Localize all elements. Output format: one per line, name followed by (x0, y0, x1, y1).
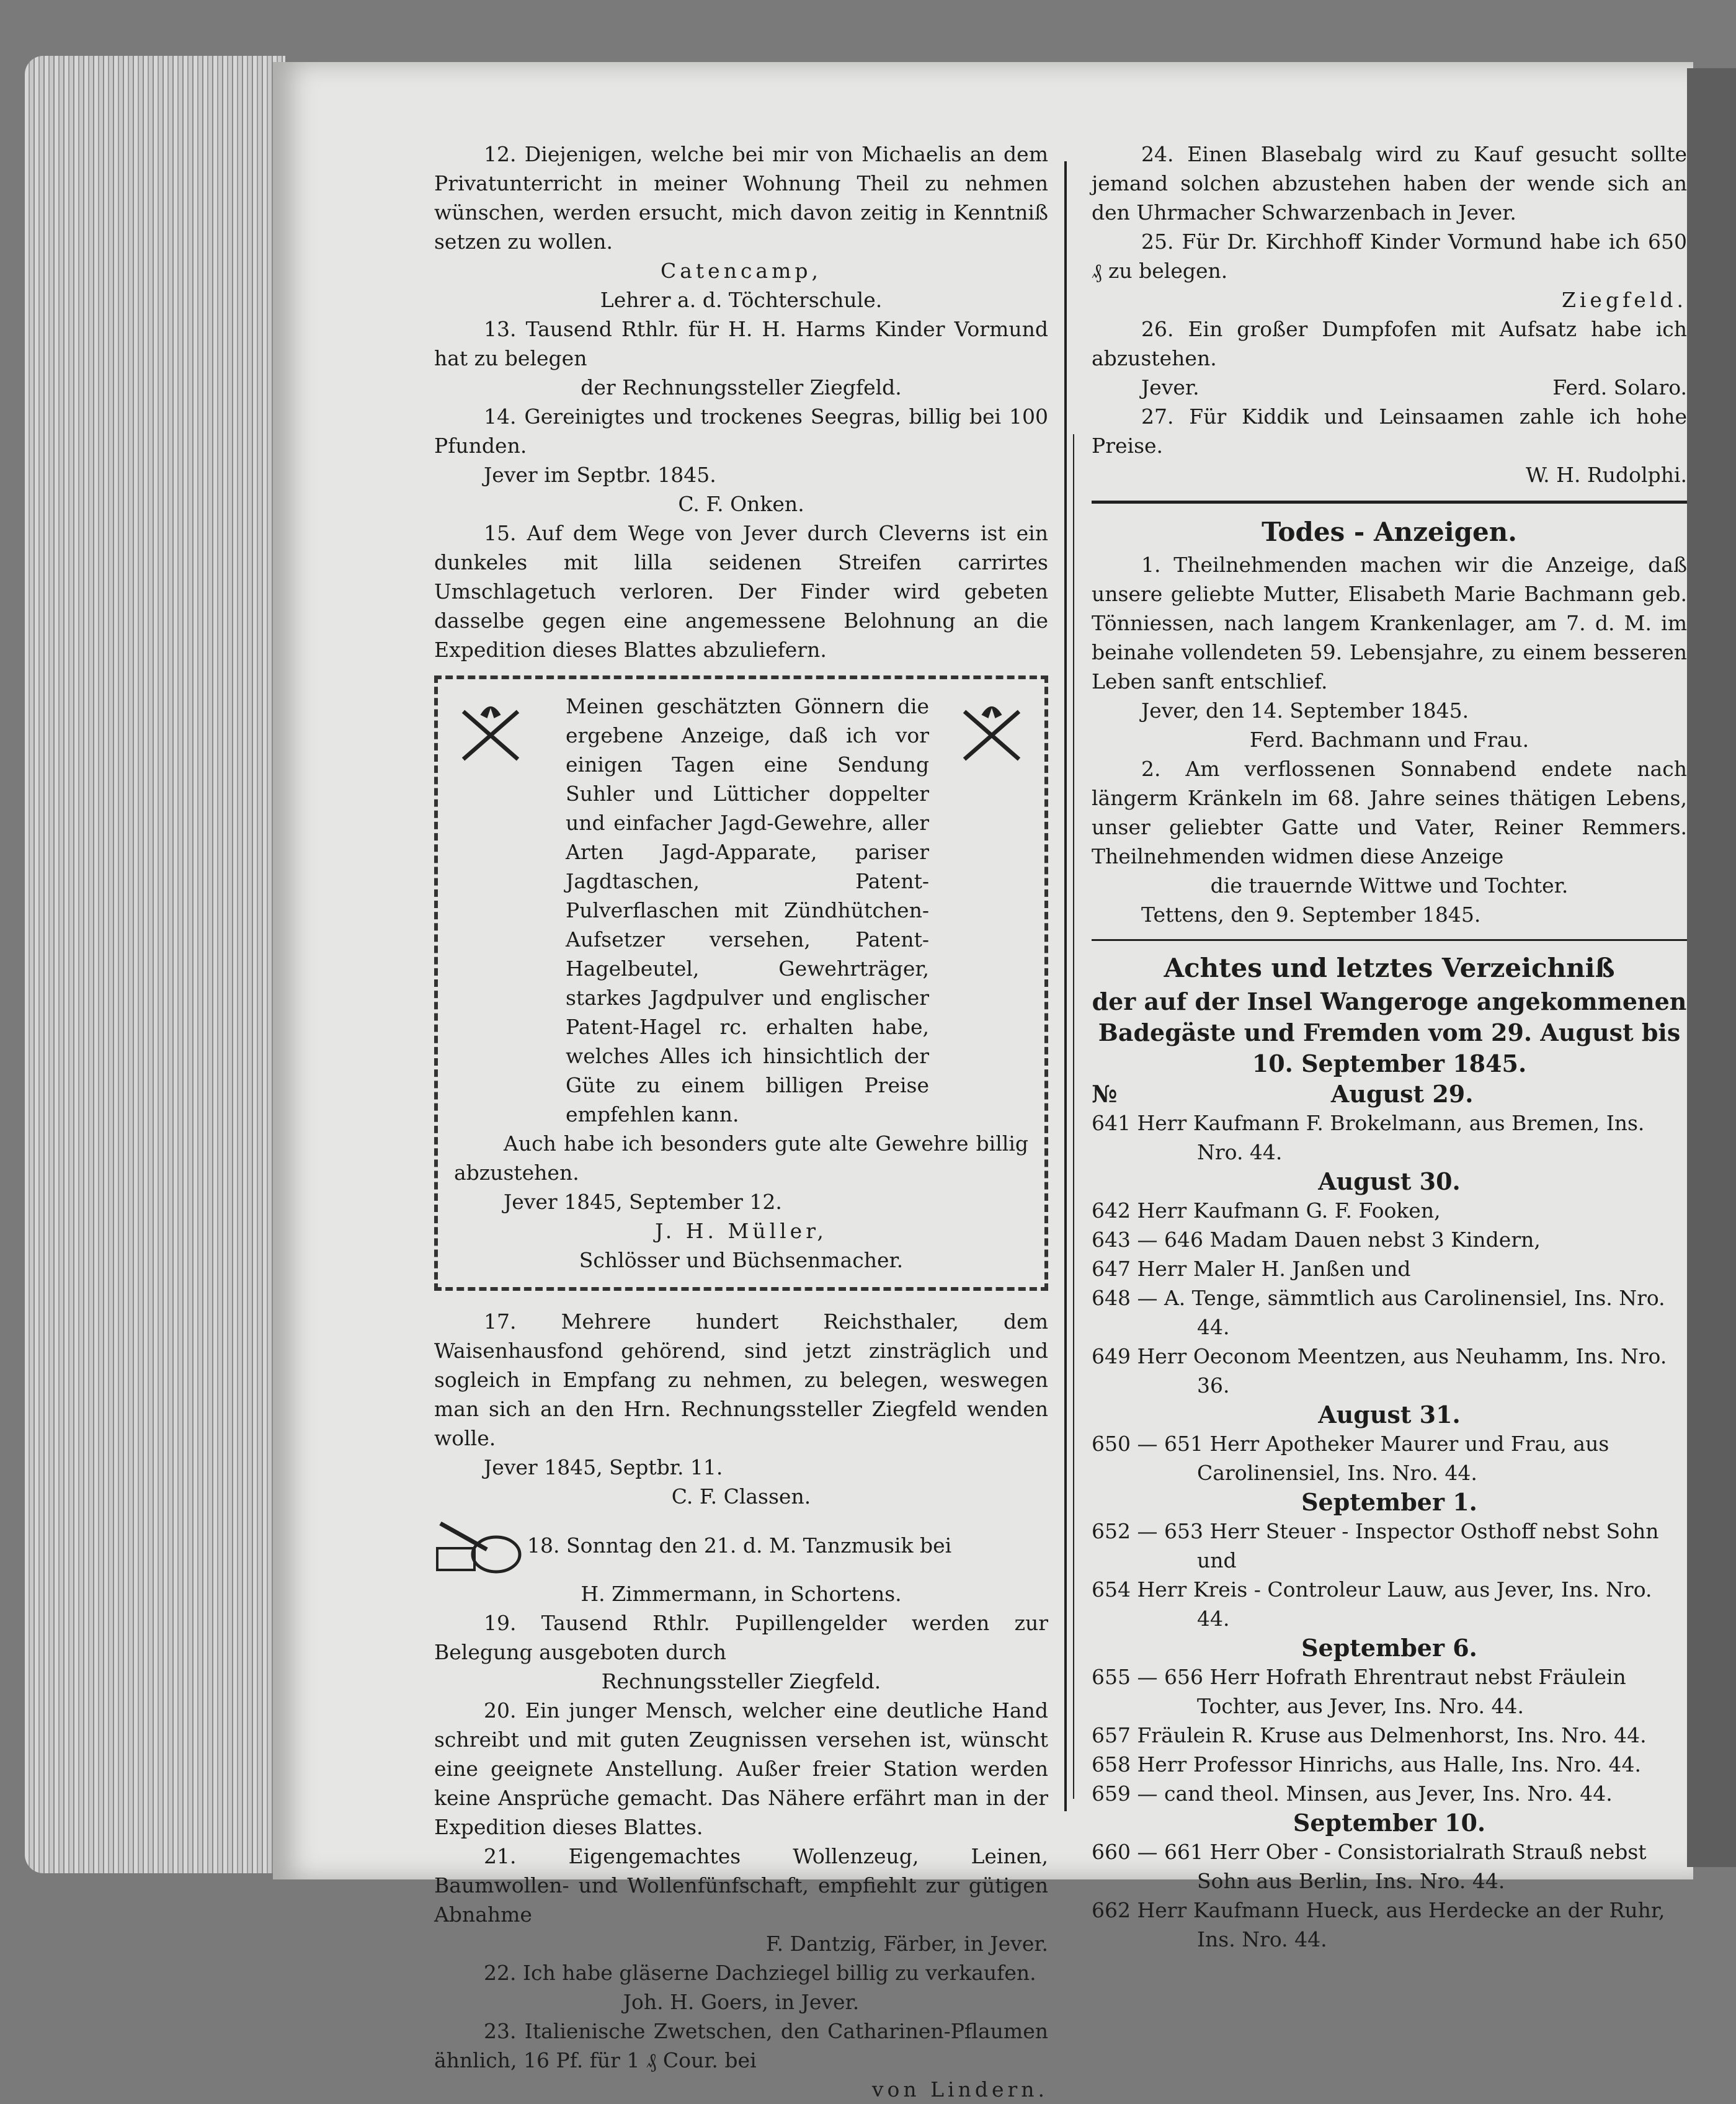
death-notice-2-signature: die trauernde Wittwe und Tochter. (1210, 873, 1569, 898)
box-ad-text: Meinen geschätzten Gönnern die ergebene Anzeige, daß ich vor einigen Tagen eine Sendung Suhler und Lütticher doppelter und einfacher Jagd-Gewehre, aller Arten Jagd-Apparate, pariser Jagdtaschen, Patent-Pulverflaschen mit Zündhütchen-Aufsetzer versehen, Patent-Hagelbeutel, Gewehrträger, starkes Jagdpulver und englischer Patent-Hagel rc. erhalten habe, welches Alles ich hinsichtlich der Güte zu einem billigen Preise empfehlen kann. (566, 694, 929, 1126)
guest-entry: 647 Herr Maler H. Janßen und (1092, 1257, 1411, 1281)
left-column (434, 140, 1048, 2104)
box-ad-title: Schlösser und Büchsenmacher. (579, 1248, 904, 1272)
ad-26: 26. Ein großer Dumpfofen mit Aufsatz habe ich abzustehen. (1092, 317, 1687, 370)
ad-23: 23. Italienische Zwetschen, den Catharinen-Pflaumen ähnlich, 16 Pf. für 1 ₰ Cour. bei (434, 2019, 1048, 2072)
ad-12-title: Lehrer a. d. Töchterschule. (600, 288, 883, 312)
guest-entry: 642 Herr Kaufmann G. F. Fooken, (1092, 1198, 1441, 1223)
ad-18-signature: H. Zimmermann, in Schortens. (581, 1582, 902, 1606)
ad-18-row (434, 1511, 1048, 1579)
ad-13-signature: der Rechnungssteller Ziegfeld. (581, 375, 902, 399)
guest-list-subtitle: der auf der Insel Wangeroge angekommenen Badegäste und Fremden vom 29. August bis 10. September 1845. (1092, 987, 1687, 1077)
column-rule-inner (1073, 434, 1074, 1799)
number-sign: № (1092, 1080, 1118, 1108)
guest-group-date: August 31. (1318, 1401, 1461, 1429)
ad-17: 17. Mehrere hundert Reichsthaler, dem Waisenhausfond gehörend, sind jetzt zinsträglich und sogleich in Empfang zu nehmen, zu belegen, weswegen man sich an den Hrn. Rechnungssteller Ziegfeld wenden wolle. (434, 1309, 1048, 1450)
guest-entry: 658 Herr Professor Hinrichs, aus Halle, Ins. Nro. 44. (1092, 1752, 1642, 1776)
death-notice-1-place: Jever, den 14. September 1845. (1141, 698, 1469, 723)
box-ad-signature: J. H. Müller, (655, 1219, 827, 1243)
ad-19: 19. Tausend Rthlr. Pupillengelder werden zur Belegung ausgeboten durch (434, 1611, 1048, 1664)
ad-22: 22. Ich habe gläserne Dachziegel billig zu verkaufen. (484, 1961, 1036, 1985)
guest-list (1092, 1079, 1687, 1954)
guest-entry: 662 Herr Kaufmann Hueck, aus Herdecke an der Ruhr, Ins. Nro. 44. (1092, 1898, 1665, 1951)
crossed-rifles-icon (456, 698, 525, 766)
crossed-rifles-icon (958, 698, 1026, 766)
death-notices-heading: Todes - Anzeigen. (1262, 517, 1517, 547)
ad-18: 18. Sonntag den 21. d. M. Tanzmusik bei (527, 1533, 952, 1558)
ad-17-signature: C. F. Classen. (671, 1484, 811, 1509)
ad-23-signature: von Lindern. (871, 2077, 1048, 2102)
guest-entry: 655 — 656 Herr Hofrath Ehrentraut nebst Fräulein Tochter, aus Jever, Ins. Nro. 44. (1092, 1665, 1626, 1718)
guest-group-date: September 1. (1301, 1488, 1477, 1516)
section-divider (1092, 501, 1687, 504)
ad-12: 12. Diejenigen, welche bei mir von Michaelis an dem Privatunterricht in meiner Wohnung Theil zu nehmen wünschen, werden ersucht, mich davon zeitig in Kenntniß setzen zu wollen. (434, 142, 1048, 254)
guest-entry: 649 Herr Oeconom Meentzen, aus Neuhamm, Ins. Nro. 36. (1092, 1344, 1667, 1397)
ad-25: 25. Für Dr. Kirchhoff Kinder Vormund habe ich 650 ₰ zu belegen. (1092, 230, 1687, 283)
ad-26-footer (1092, 373, 1687, 402)
book-page-edges (25, 56, 285, 1873)
ad-14-signature: C. F. Onken. (678, 492, 804, 516)
ad-14-place: Jever im Septbr. 1845. (484, 463, 716, 487)
ad-13: 13. Tausend Rthlr. für H. H. Harms Kinder Vormund hat zu belegen (434, 317, 1048, 370)
guest-group-date: August 30. (1318, 1167, 1461, 1195)
ad-22-signature: Joh. H. Goers, in Jever. (623, 1990, 860, 2014)
ad-26-signature: Ferd. Solaro. (1552, 375, 1687, 399)
guest-entry: 657 Fräulein R. Kruse aus Delmenhorst, Ins. Nro. 44. (1092, 1723, 1647, 1747)
ad-24: 24. Einen Blasebalg wird zu Kauf gesucht sollte jemand solchen abzustehen haben der wende sich an den Uhrmacher Schwarzenbach in Jever. (1092, 142, 1687, 225)
guest-entry: 650 — 651 Herr Apotheker Maurer und Frau, aus Carolinensiel, Ins. Nro. 44. (1092, 1432, 1609, 1485)
guest-group-0 (1092, 1079, 1687, 1108)
ad-21-signature: F. Dantzig, Färber, in Jever. (765, 1932, 1048, 1956)
death-notice-1-signature: Ferd. Bachmann und Frau. (1249, 728, 1529, 752)
guest-entry: 659 — cand theol. Minsen, aus Jever, Ins. Nro. 44. (1092, 1781, 1613, 1806)
guest-list-title: Achtes und letztes Verzeichniß (1164, 953, 1615, 983)
guest-entry: 641 Herr Kaufmann F. Brokelmann, aus Bremen, Ins. Nro. 44. (1092, 1111, 1645, 1164)
death-notice-1: 1. Theilnehmenden machen wir die Anzeige, daß unsere geliebte Mutter, Elisabeth Marie Bachmann geb. Tönniessen, nach langem Krankenlager, am 7. d. M. im beinahe vollendeten 59. Lebensjahre, zu einem besseren Leben sanft entschlief. (1092, 553, 1687, 693)
section-divider (1092, 939, 1687, 941)
column-rule (1064, 161, 1067, 1811)
ad-15: 15. Auf dem Wege von Jever durch Cleverns ist ein dunkeles mit lilla seidenen Streifen carrirtes Umschlagetuch verloren. Der Finder wird gebeten dasselbe gegen eine angemessene Belohnung an die Expedition dieses Blattes abzuliefern. (434, 521, 1048, 662)
gunsmith-advertisement (434, 675, 1048, 1291)
death-notice-2-place: Tettens, den 9. September 1845. (1141, 903, 1481, 927)
guest-entry: 643 — 646 Madam Dauen nebst 3 Kindern, (1092, 1228, 1541, 1252)
guitar-music-icon (434, 1511, 527, 1579)
guest-entry: 648 — A. Tenge, sämmtlich aus Carolinensiel, Ins. Nro. 44. (1092, 1286, 1665, 1339)
death-notice-2: 2. Am verflossenen Sonnabend endete nach längerm Kränkeln im 68. Jahre seines thätigen Lebens, unser geliebter Gatte und Vater, Reiner Remmers. Theilnehmenden widmen diese Anzeige (1092, 757, 1687, 868)
ad-27: 27. Für Kiddik und Leinsaamen zahle ich hohe Preise. (1092, 404, 1687, 458)
guest-group-date: September 6. (1301, 1634, 1477, 1662)
guest-group-date: September 10. (1293, 1809, 1486, 1837)
ad-27-signature: W. H. Rudolphi. (1526, 463, 1687, 487)
ad-20: 20. Ein junger Mensch, welcher eine deutliche Hand schreibt und mit guten Zeugnissen versehen ist, wünscht eine geeignete Anstellung. Außer freier Station werden keine Ansprüche gemacht. Das Nähere erfährt man in der Expedition dieses Blattes. (434, 1698, 1048, 1839)
ad-14: 14. Gereinigtes und trockenes Seegras, billig bei 100 Pfunden. (434, 404, 1048, 458)
guest-entry: 652 — 653 Herr Steuer - Inspector Osthoff nebst Sohn und (1092, 1519, 1659, 1572)
box-ad-text-2: Auch habe ich besonders gute alte Gewehre billig abzustehen. (454, 1131, 1028, 1185)
guest-entry: 654 Herr Kreis - Controleur Lauw, aus Jever, Ins. Nro. 44. (1092, 1577, 1652, 1631)
ad-17-place: Jever 1845, Septbr. 11. (484, 1455, 723, 1479)
ad-26-place: Jever. (1141, 375, 1200, 399)
box-ad-place: Jever 1845, September 12. (504, 1190, 782, 1214)
ad-21: 21. Eigengemachtes Wollenzeug, Leinen, Baumwollen- und Wollenfünfschaft, empfiehlt zur gütigen Abnahme (434, 1844, 1048, 1927)
page-shadow (1687, 68, 1736, 1867)
ad-12-signature: Catencamp, (660, 259, 822, 283)
ad-19-signature: Rechnungssteller Ziegfeld. (601, 1669, 881, 1693)
guest-group-date: August 29. (1330, 1080, 1474, 1108)
guest-entry: 660 — 661 Herr Ober - Consistorialrath Strauß nebst Sohn aus Berlin, Ins. Nro. 44. (1092, 1840, 1647, 1893)
right-column (1092, 140, 1687, 1954)
ad-25-signature: Ziegfeld. (1561, 288, 1687, 312)
